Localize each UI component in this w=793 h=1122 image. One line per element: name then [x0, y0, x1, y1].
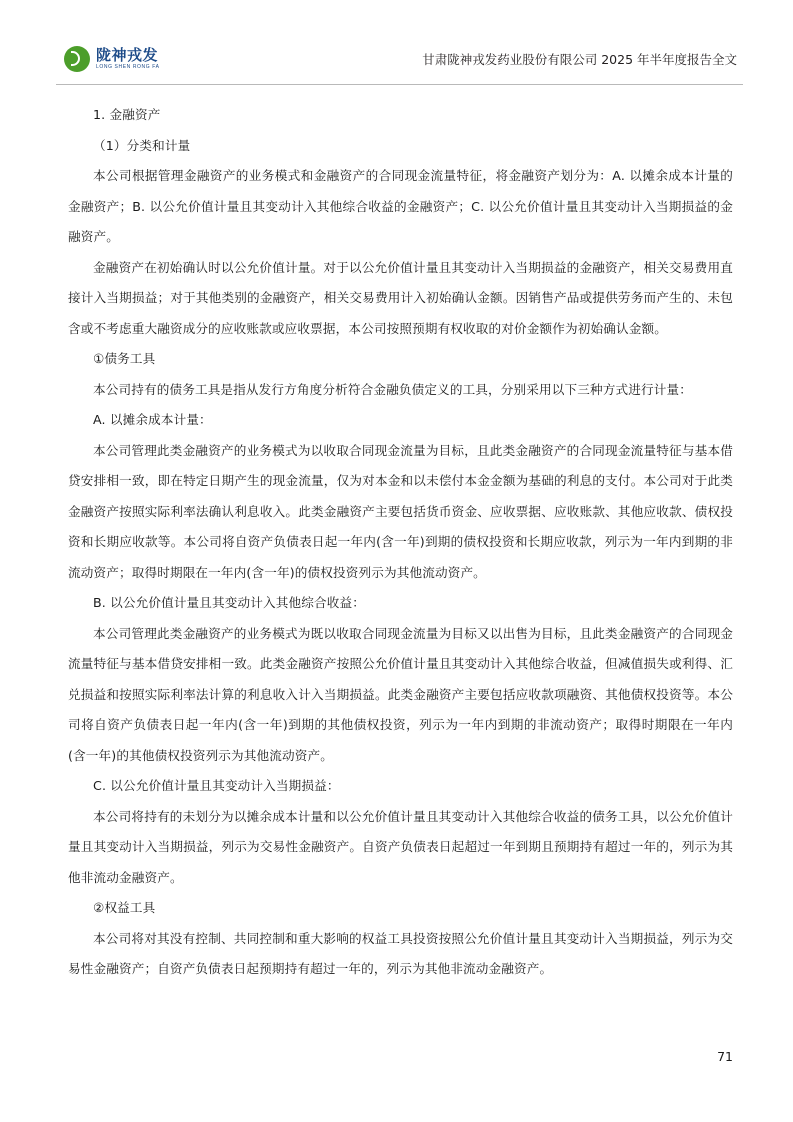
paragraph-fvoci: 本公司管理此类金融资产的业务模式为既以收取合同现金流量为目标又以出售为目标，且此类金融资产的合同现金流量特征与基本借贷安排相一致。此类金融资产按照公允价值计量且其变动计入其他综合收益，但减值损失或利得、汇兑损益和按照实际利率法计算的利息收入计入当期损益。此类金融资产主要包括应收款项融资、其他债权投资等。本公司将自资产负债表日起一年内(含一年)到期的其他债权投资，列示为一年内到期的非流动资产；取得时期限在一年内(含一年)的其他债权投资列示为其他流动资产。	[68, 625, 733, 763]
paragraph-debt-intro: 本公司持有的债务工具是指从发行方角度分析符合金融负债定义的工具，分别采用以下三种方式进行计量：	[93, 381, 692, 397]
paragraph-heading-fvoci: B. 以公允价值计量且其变动计入其他综合收益：	[93, 595, 365, 610]
logo-english-name: LONG SHEN RONG FA	[96, 64, 160, 70]
logo-text-block	[96, 48, 160, 70]
company-logo	[64, 46, 160, 72]
document-body	[68, 100, 733, 985]
paragraph-heading-fvtpl: C. 以公允价值计量且其变动计入当期损益：	[93, 778, 340, 793]
paragraph-initial-recognition: 金融资产在初始确认时以公允价值计量。对于以公允价值计量且其变动计入当期损益的金融资产，相关交易费用直接计入当期损益；对于其他类别的金融资产，相关交易费用计入初始确认金额。因销售产品或提供劳务而产生的、未包含或不考虑重大融资成分的应收账款或应收票据，本公司按照预期有权收取的对价金额作为初始确认金额。	[68, 259, 733, 336]
paragraph-heading-1: 1. 金融资产	[93, 107, 161, 122]
logo-leaf-icon	[64, 46, 90, 72]
paragraph-heading-amortized-cost: A. 以摊余成本计量：	[93, 412, 212, 427]
logo-chinese-name: 陇神戎发	[96, 46, 159, 64]
paragraph-heading-1-1: （1）分类和计量	[93, 137, 191, 153]
paragraph-classification: 本公司根据管理金融资产的业务模式和金融资产的合同现金流量特征，将金融资产划分为：A. 以摊余成本计量的金融资产；B. 以公允价值计量且其变动计入其他综合收益的金融资产；C. 以公允价值计量且其变动计入当期损益的金融资产。	[68, 168, 733, 244]
paragraph-heading-debt-instruments: ①债务工具	[93, 351, 156, 366]
paragraph-fvtpl: 本公司将持有的未划分为以摊余成本计量和以公允价值计量且其变动计入其他综合收益的债务工具，以公允价值计量且其变动计入当期损益，列示为交易性金融资产。自资产负债表日起超过一年到期且预期持有超过一年的，列示为其他非流动金融资产。	[68, 808, 733, 885]
paragraph-heading-equity-instruments: ②权益工具	[93, 900, 156, 915]
header-report-title: 甘肃陇神戎发药业股份有限公司 2025 年半年度报告全文	[422, 52, 737, 67]
page-header	[64, 38, 737, 80]
paragraph-equity-instruments: 本公司将对其没有控制、共同控制和重大影响的权益工具投资按照公允价值计量且其变动计入当期损益，列示为交易性金融资产；自资产负债表日起预期持有超过一年的，列示为其他非流动金融资产。	[68, 930, 733, 976]
header-divider	[56, 84, 743, 85]
page-number: 71	[717, 1049, 733, 1064]
paragraph-amortized-cost: 本公司管理此类金融资产的业务模式为以收取合同现金流量为目标，且此类金融资产的合同现金流量特征与基本借贷安排相一致，即在特定日期产生的现金流量，仅为对本金和以未偿付本金金额为基础的利息的支付。本公司对于此类金融资产按照实际利率法确认利息收入。此类金融资产主要包括货币资金、应收票据、应收账款、其他应收款、债权投资和长期应收款等。本公司将自资产负债表日起一年内(含一年)到期的债权投资和长期应收款，列示为一年内到期的非流动资产；取得时期限在一年内(含一年)的债权投资列示为其他流动资产。	[68, 442, 733, 580]
